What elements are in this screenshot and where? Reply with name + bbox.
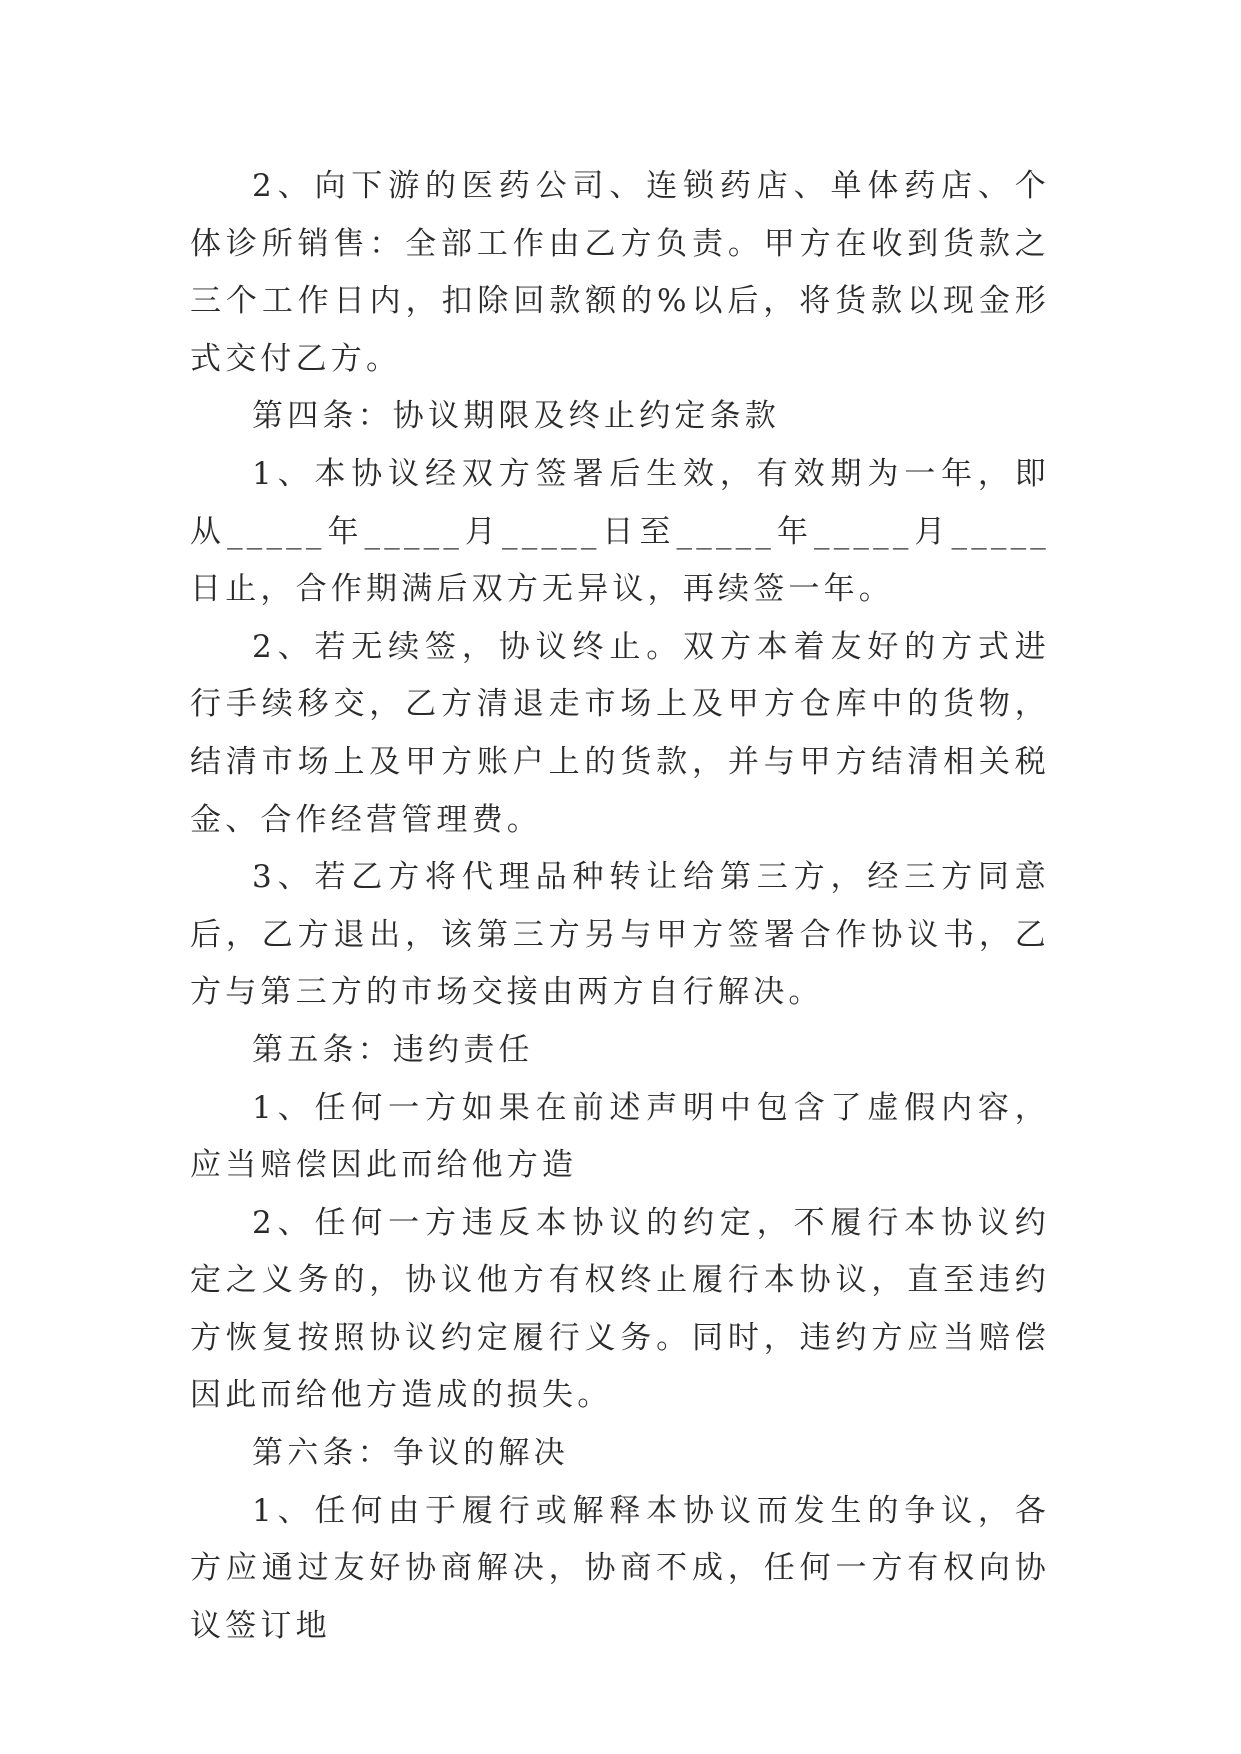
heading-article-5: 第五条：违约责任 xyxy=(252,1031,534,1068)
paragraph-clause-4-item-3: 3、若乙方将代理品种转让给第三方，经三方同意后，乙方退出，该第三方另与甲方签署合作协议书，乙方与第三方的市场交接由两方自行解决。 xyxy=(190,859,1050,1011)
paragraph-clause-5-item-2: 2、任何一方违反本协议的约定，不履行本协议约定之义务的，协议他方有权终止履行本协议，直至违约方恢复按照协议约定履行义务。同时，违约方应当赔偿因此而给他方造成的损失。 xyxy=(190,1204,1050,1414)
document-body xyxy=(190,158,1050,1655)
paragraph-clause-3-item-2: 2、向下游的医药公司、连锁药店、单体药店、个体诊所销售：全部工作由乙方负责。甲方在收到货款之三个工作日内，扣除回款额的%以后，将货款以现金形式交付乙方。 xyxy=(190,168,1050,377)
heading-article-4: 第四条：协议期限及终止约定条款 xyxy=(252,398,780,435)
paragraph-clause-5-item-1: 1、任何一方如果在前述声明中包含了虚假内容，应当赔偿因此而给他方造 xyxy=(190,1089,1050,1184)
paragraph-clause-6-item-1: 1、任何由于履行或解释本协议而发生的争议，各方应通过友好协商解决，协商不成，任何一方有权向协议签订地 xyxy=(190,1492,1050,1644)
paragraph-clause-4-item-2: 2、若无续签，协议终止。双方本着友好的方式进行手续移交，乙方清退走市场上及甲方仓库中的货物，结清市场上及甲方账户上的货款，并与甲方结清相关税金、合作经营管理费。 xyxy=(190,628,1050,838)
heading-article-6: 第六条：争议的解决 xyxy=(252,1435,569,1472)
paragraph-clause-4-item-1: 1、本协议经双方签署后生效，有效期为一年，即从_____年_____月_____日至_____年_____月_____日止，合作期满后双方无异议，再续签一年。 xyxy=(190,455,1050,608)
